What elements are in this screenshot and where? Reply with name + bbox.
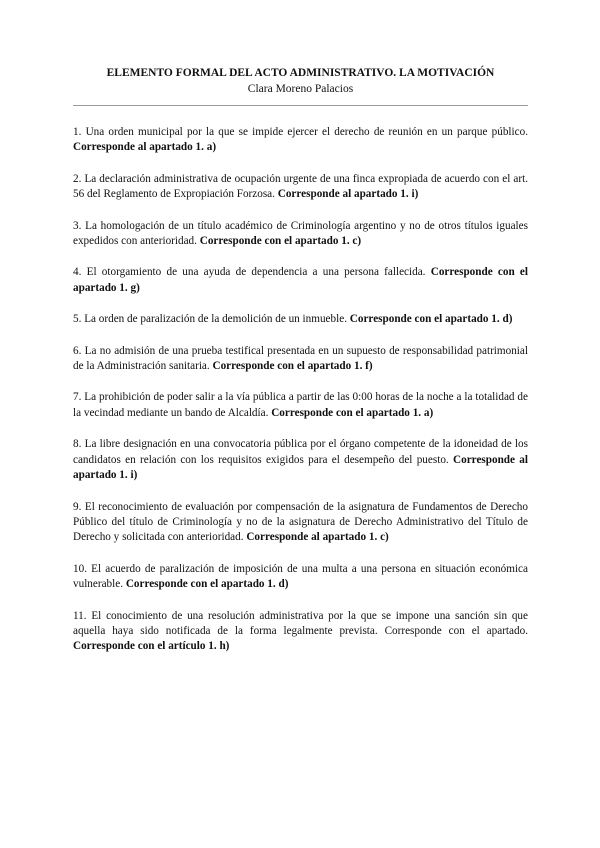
exercise-text: 6. La no admisión de una prueba testifical presentada en un supuesto de responsabilidad patrimonial de la Administración sanitaria. [73, 344, 528, 373]
exercise-text: 1. Una orden municipal por la que se impide ejercer el derecho de reunión en un parque público. [73, 126, 528, 138]
exercise-item-7 [73, 390, 528, 421]
exercise-text: 9. El reconocimiento de evaluación por compensación de la asignatura de Fundamentos de Derecho Público del título de Criminología y no de la asignatura de Derecho Administrativo del Título de Derecho y solicitada con anterioridad. [73, 500, 528, 544]
exercise-answer: Corresponde al apartado 1. i) [277, 188, 419, 201]
exercise-answer: Corresponde al apartado 1. a) [73, 141, 217, 154]
document-author: Clara Moreno Palacios [247, 83, 354, 95]
exercise-list [73, 125, 528, 655]
exercise-answer: Corresponde con el artículo 1. h) [73, 640, 230, 653]
exercise-item-10 [73, 562, 528, 593]
exercise-text: 10. El acuerdo de paralización de imposición de una multa a una persona en situación económica vulnerable. [73, 562, 528, 591]
exercise-item-9 [73, 500, 528, 546]
exercise-text: 7. La prohibición de poder salir a la vía pública a partir de las 0:00 horas de la noche a la totalidad de la vecindad mediante un bando de Alcaldía. [73, 391, 528, 419]
document-title: ELEMENTO FORMAL DEL ACTO ADMINISTRATIVO. LA MOTIVACIÓN [106, 67, 495, 79]
exercise-item-3 [73, 219, 528, 250]
exercise-item-4 [73, 265, 528, 296]
exercise-text: 4. El otorgamiento de una ayuda de dependencia a una persona fallecida. [73, 266, 426, 279]
exercise-text: 8. La libre designación en una convocatoria pública por el órgano competente de la idoneidad de los candidatos en relación con los requisitos exigidos para el desempeño del puesto. [73, 438, 528, 466]
exercise-item-1 [73, 125, 528, 156]
exercise-text: 3. La homologación de un título académico de Criminología argentino y no de otros títulos iguales expedidos con anterioridad. [73, 219, 528, 248]
exercise-item-11 [73, 609, 528, 655]
exercise-text: 5. La orden de paralización de la demolición de un inmueble. [73, 313, 347, 326]
document-page [73, 66, 528, 671]
exercise-item-6 [73, 344, 528, 375]
exercise-item-8 [73, 437, 528, 483]
exercise-item-2 [73, 172, 528, 203]
exercise-answer: Corresponde con el apartado 1. c) [199, 235, 362, 248]
exercise-answer: Corresponde con el apartado 1. a) [271, 406, 434, 419]
exercise-text: 2. La declaración administrativa de ocupación urgente de una finca expropiada de acuerdo con el art. 56 del Reglamento de Expropiación Forzosa. [73, 172, 528, 201]
exercise-answer: Corresponde con el apartado 1. d) [125, 578, 289, 591]
exercise-text: 11. El conocimiento de una resolución administrativa por la que se impone una sanción sin que aquella haya sido notificada de la forma legalmente prevista. Corresponde con el apartado. [73, 609, 528, 637]
exercise-answer: Corresponde con el apartado 1. d) [349, 313, 513, 326]
exercise-item-5 [73, 312, 528, 327]
exercise-answer: Corresponde al apartado 1. i) [73, 453, 528, 482]
exercise-answer: Corresponde con el apartado 1. g) [73, 266, 529, 294]
title-divider [73, 105, 528, 106]
exercise-answer: Corresponde con el apartado 1. f) [212, 360, 373, 373]
exercise-answer: Corresponde al apartado 1. c) [246, 531, 389, 544]
